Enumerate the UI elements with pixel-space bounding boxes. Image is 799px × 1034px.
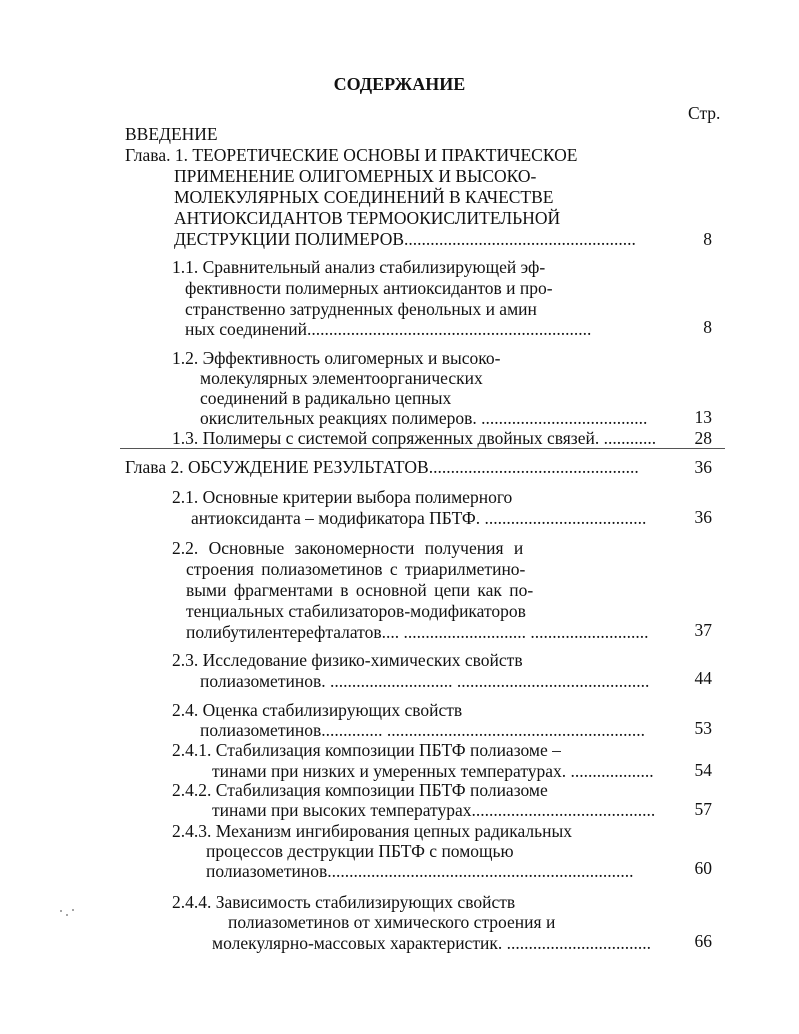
toc-s2-4-1-line1: 2.4.1. Стабилизация композиции ПБТФ полиазоме – (172, 740, 561, 760)
toc-s2-4-1-page: 54 (694, 760, 712, 780)
toc-s2-4-1-line2: тинами при низких и умеренных температурах. ................... (212, 761, 654, 781)
toc-s2-4-2-line2: тинами при высоких температурах.......................................... (212, 800, 656, 820)
toc-s2-4-4-line3: молекулярно-массовых характеристик. ................................. (212, 933, 651, 953)
page-title: СОДЕРЖАНИЕ (333, 74, 466, 94)
toc-s2-4-3-page: 60 (694, 858, 712, 878)
toc-s1-1-line1: 1.1. Сравнительный анализ стабилизирующей эф- (172, 257, 546, 277)
toc-s1-3-line1: 1.3. Полимеры с системой сопряженных двойных связей. ............ (172, 428, 657, 448)
toc-s2-1-page: 36 (694, 507, 712, 527)
toc-s2-3-page: 44 (694, 668, 712, 688)
toc-s2-3-line2: полиазометинов. ............................ ............................................ (200, 671, 650, 691)
toc-s1-1-page: 8 (703, 317, 712, 337)
toc-s2-4-page: 53 (694, 718, 712, 738)
toc-ch1-line2: ПРИМЕНЕНИЕ ОЛИГОМЕРНЫХ И ВЫСОКО- (174, 166, 537, 186)
toc-s2-2-line4: тенциальных стабилизаторов-модификаторов (186, 601, 526, 621)
toc-s1-1-line3: странственно затрудненных фенольных и амин (185, 299, 537, 319)
toc-s2-2-page: 37 (694, 620, 712, 640)
toc-s1-2-line1: 1.2. Эффективность олигомерных и высоко- (172, 348, 501, 368)
toc-s1-2-line2: молекулярных элементоорганических (200, 368, 483, 388)
toc-s2-1-line2: антиоксиданта – модификатора ПБТФ. ..................................... (191, 508, 647, 528)
section-divider (120, 448, 725, 449)
toc-s2-4-3-line2: процессов деструкции ПБТФ с помощью (206, 841, 514, 861)
toc-s2-3-line1: 2.3. Исследование физико-химических свойств (172, 650, 523, 670)
page-column-label: Стр. (688, 103, 721, 123)
toc-ch1-line5: ДЕСТРУКЦИИ ПОЛИМЕРОВ..................................................... (174, 229, 636, 249)
toc-s2-4-4-line1: 2.4.4. Зависимость стабилизирующих свойств (172, 892, 516, 912)
toc-s2-4-line1: 2.4. Оценка стабилизирующих свойств (172, 700, 463, 720)
toc-s1-3-page: 28 (694, 428, 712, 448)
toc-s2-4-line2: полиазометинов.............. ........................................................... (200, 720, 645, 740)
toc-s2-2-line5: полибутилентерефталатов.... ............................ ........................... (186, 622, 649, 642)
toc-s2-1-line1: 2.1. Основные критерии выбора полимерного (172, 487, 513, 507)
toc-s1-1-line4: ных соединений................................................................. (185, 319, 592, 339)
toc-ch1-line3: МОЛЕКУЛЯРНЫХ СОЕДИНЕНИЙ В КАЧЕСТВЕ (174, 187, 554, 207)
toc-s2-4-4-page: 66 (694, 931, 712, 951)
toc-s2-4-4-line2: полиазометинов от химического строения и (228, 912, 556, 932)
toc-s2-2-line3: выми фрагментами в основной цепи как по- (186, 580, 534, 600)
toc-ch1-line4: АНТИОКСИДАНТОВ ТЕРМООКИСЛИТЕЛЬНОЙ (174, 208, 561, 228)
toc-s1-2-line4: окислительных реакциях полимеров. ...................................... (200, 408, 648, 428)
toc-ch1-page: 8 (703, 229, 712, 249)
scan-speck (60, 910, 62, 912)
toc-s1-2-page: 13 (694, 407, 712, 427)
scan-speck (72, 909, 74, 911)
toc-ch2-page: 36 (694, 457, 712, 477)
toc-ch1-line1: Глава. 1. ТЕОРЕТИЧЕСКИЕ ОСНОВЫ И ПРАКТИЧЕСКОЕ (125, 145, 578, 165)
toc-s1-2-line3: соединений в радикально цепных (200, 388, 452, 408)
toc-intro: ВВЕДЕНИЕ (125, 124, 218, 144)
toc-ch2-line1: Глава 2. ОБСУЖДЕНИЕ РЕЗУЛЬТАТОВ................................................ (125, 457, 639, 477)
toc-s2-4-2-page: 57 (694, 799, 712, 819)
toc-s2-2-line1: 2.2. Основные закономерности получения и (172, 538, 524, 558)
scan-speck (66, 914, 68, 916)
toc-s2-4-3-line3: полиазометинов...................................................................... (206, 861, 634, 881)
toc-s2-2-line2: строения полиазометинов с триарилметино- (186, 559, 526, 579)
toc-s2-4-2-line1: 2.4.2. Стабилизация композиции ПБТФ полиазоме (172, 780, 548, 800)
toc-s1-1-line2: фективности полимерных антиоксидантов и про- (185, 278, 553, 298)
toc-s2-4-3-line1: 2.4.3. Механизм ингибирования цепных радикальных (172, 821, 573, 841)
